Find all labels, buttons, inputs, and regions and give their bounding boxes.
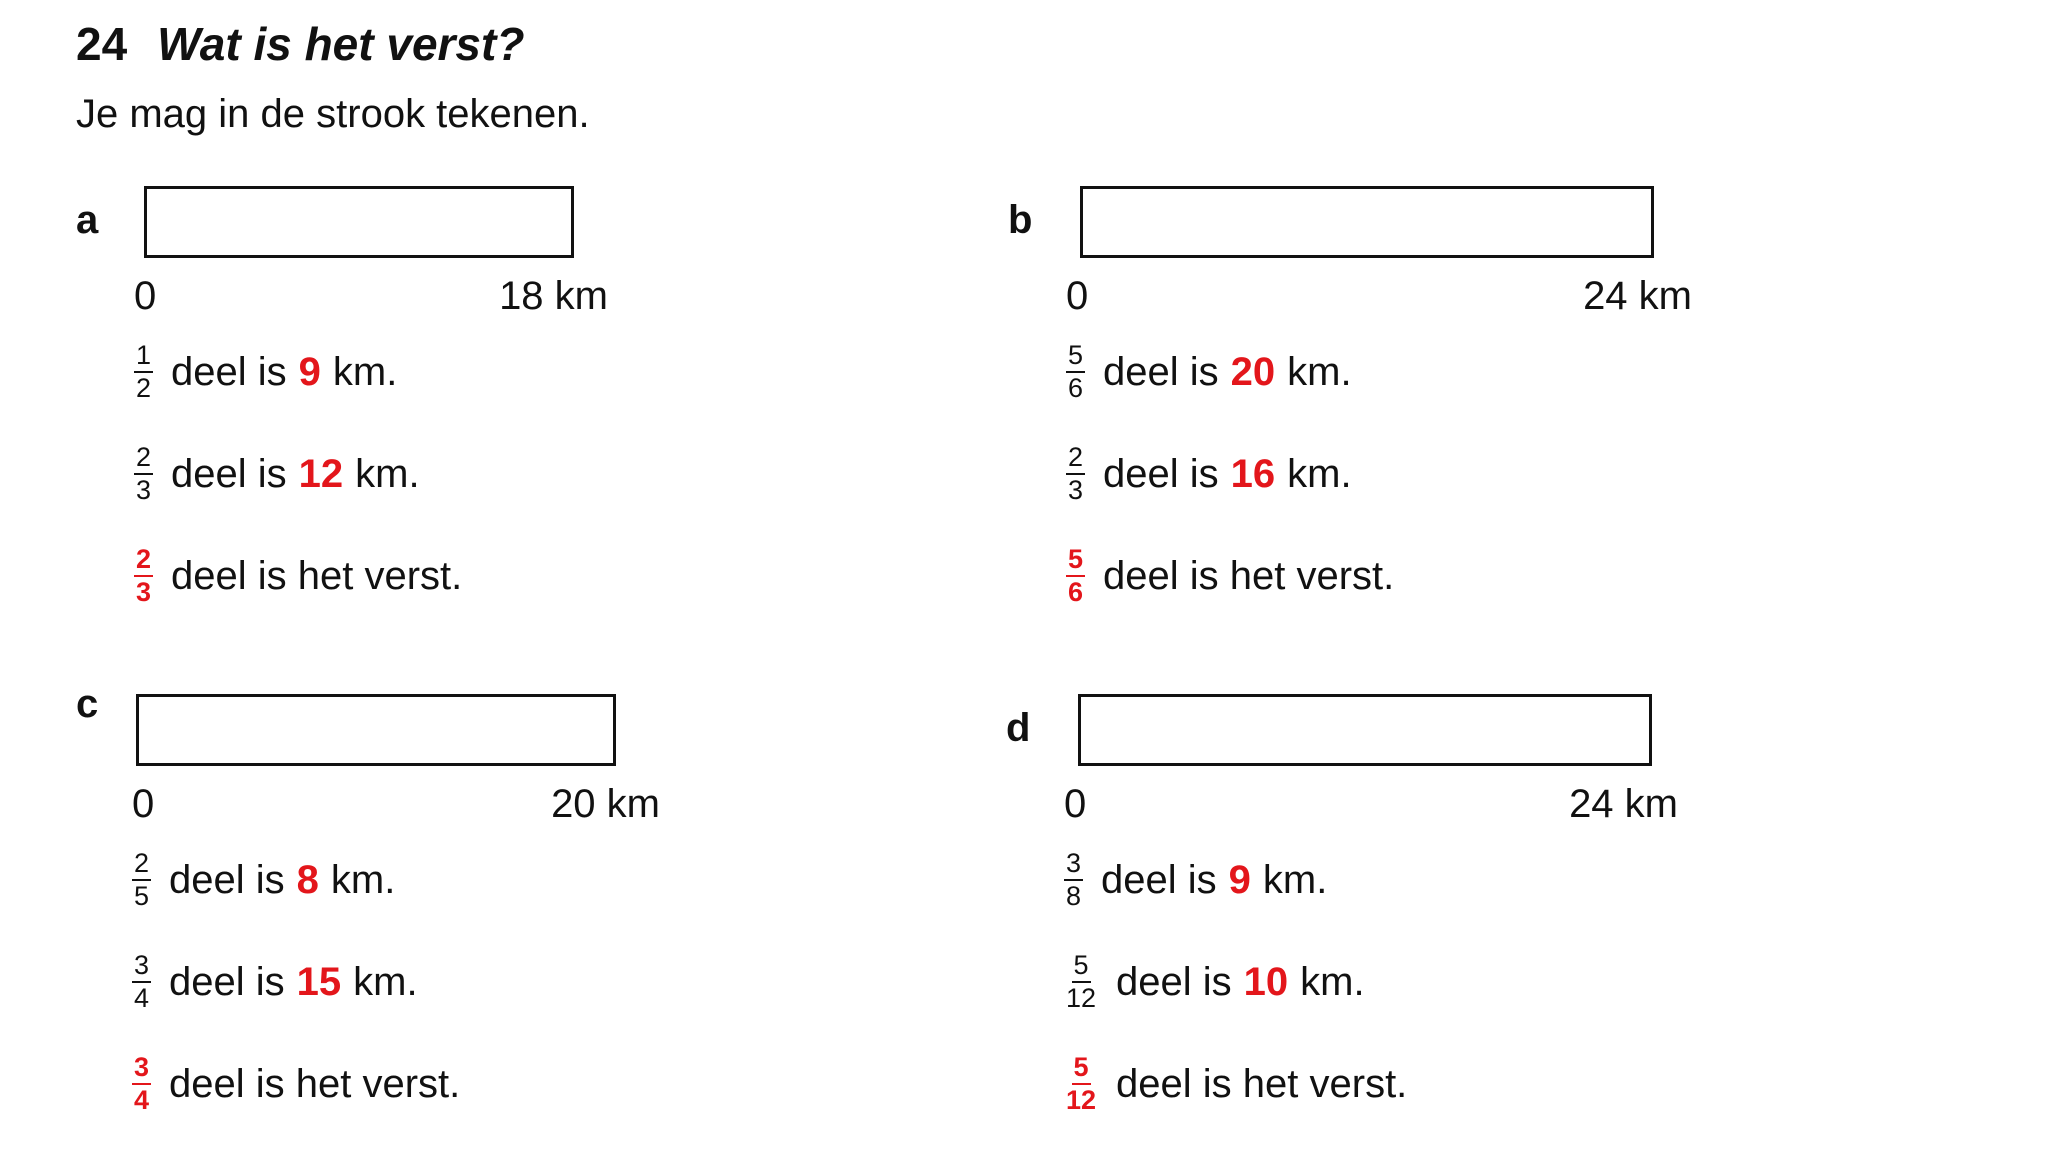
answer-value: 12 [298, 451, 344, 496]
answer-value: 15 [296, 959, 342, 1004]
section-b-end: 24 km [1583, 274, 1692, 318]
fraction: $\frac{3}{4}$ [134, 950, 150, 1013]
section-c-strip[interactable] [136, 694, 616, 766]
result-text: deel is het verst. [1116, 1061, 1408, 1106]
result-text: deel is het verst. [171, 553, 463, 598]
section-d-label: d [1006, 706, 1031, 750]
section-d-strip[interactable] [1078, 694, 1652, 766]
answer-fraction: $\frac{3}{4}$ [134, 1052, 150, 1115]
row-text: deel is [169, 857, 285, 902]
section-c-row-1 [132, 846, 395, 914]
row-unit: km. [1287, 349, 1352, 394]
fraction: $\frac{2}{3}$ [1068, 442, 1084, 505]
fraction: $\frac{1}{2}$ [136, 340, 152, 403]
section-b-label: b [1008, 198, 1033, 242]
answer-fraction: $\frac{2}{3}$ [136, 544, 152, 607]
answer-value: 8 [296, 857, 319, 902]
section-c-end: 20 km [551, 782, 660, 826]
exercise-title [76, 12, 524, 76]
row-unit: km. [1300, 959, 1365, 1004]
row-unit: km. [353, 959, 418, 1004]
fraction: $\frac{5}{12}$ [1066, 950, 1097, 1013]
fraction: $\frac{2}{5}$ [134, 848, 150, 911]
section-b-strip[interactable] [1080, 186, 1654, 258]
row-unit: km. [332, 349, 398, 394]
section-d-row-1 [1064, 846, 1327, 914]
section-c-result [132, 1050, 460, 1118]
answer-value: 9 [298, 349, 321, 394]
row-text: deel is [1101, 857, 1217, 902]
section-a-strip[interactable] [144, 186, 574, 258]
row-text: deel is [1116, 959, 1232, 1004]
section-c-start: 0 [132, 782, 155, 826]
answer-fraction: $\frac{5}{6}$ [1068, 544, 1084, 607]
section-b-row-2 [1066, 440, 1352, 508]
exercise-number: 24 [76, 18, 128, 70]
row-text: deel is [171, 349, 287, 394]
section-b-result [1066, 542, 1394, 610]
exercise-heading: Wat is het verst? [157, 18, 525, 70]
row-unit: km. [1287, 451, 1352, 496]
row-unit: km. [1262, 857, 1328, 902]
instruction: Je mag in de strook tekenen. [76, 92, 590, 136]
answer-fraction: $\frac{5}{12}$ [1066, 1052, 1097, 1115]
answer-value: 10 [1243, 959, 1289, 1004]
row-text: deel is [171, 451, 287, 496]
row-text: deel is [1103, 349, 1219, 394]
section-a-row-1 [134, 338, 397, 406]
section-d-result [1064, 1050, 1407, 1118]
row-text: deel is [169, 959, 285, 1004]
row-unit: km. [355, 451, 420, 496]
section-d-end: 24 km [1569, 782, 1678, 826]
fraction: $\frac{3}{8}$ [1066, 848, 1082, 911]
section-c-label: c [76, 682, 99, 726]
answer-value: 20 [1230, 349, 1276, 394]
section-a-label: a [76, 198, 99, 242]
section-d-start: 0 [1064, 782, 1087, 826]
section-d-row-2 [1064, 948, 1365, 1016]
section-a-row-2 [134, 440, 420, 508]
section-b-start: 0 [1066, 274, 1089, 318]
fraction: $\frac{5}{6}$ [1068, 340, 1084, 403]
section-c-row-2 [132, 948, 418, 1016]
section-a-start: 0 [134, 274, 157, 318]
result-text: deel is het verst. [169, 1061, 461, 1106]
row-unit: km. [330, 857, 396, 902]
fraction: $\frac{2}{3}$ [136, 442, 152, 505]
answer-value: 9 [1228, 857, 1251, 902]
answer-value: 16 [1230, 451, 1276, 496]
section-a-end: 18 km [499, 274, 608, 318]
section-a-result [134, 542, 462, 610]
result-text: deel is het verst. [1103, 553, 1395, 598]
section-b-row-1 [1066, 338, 1352, 406]
row-text: deel is [1103, 451, 1219, 496]
